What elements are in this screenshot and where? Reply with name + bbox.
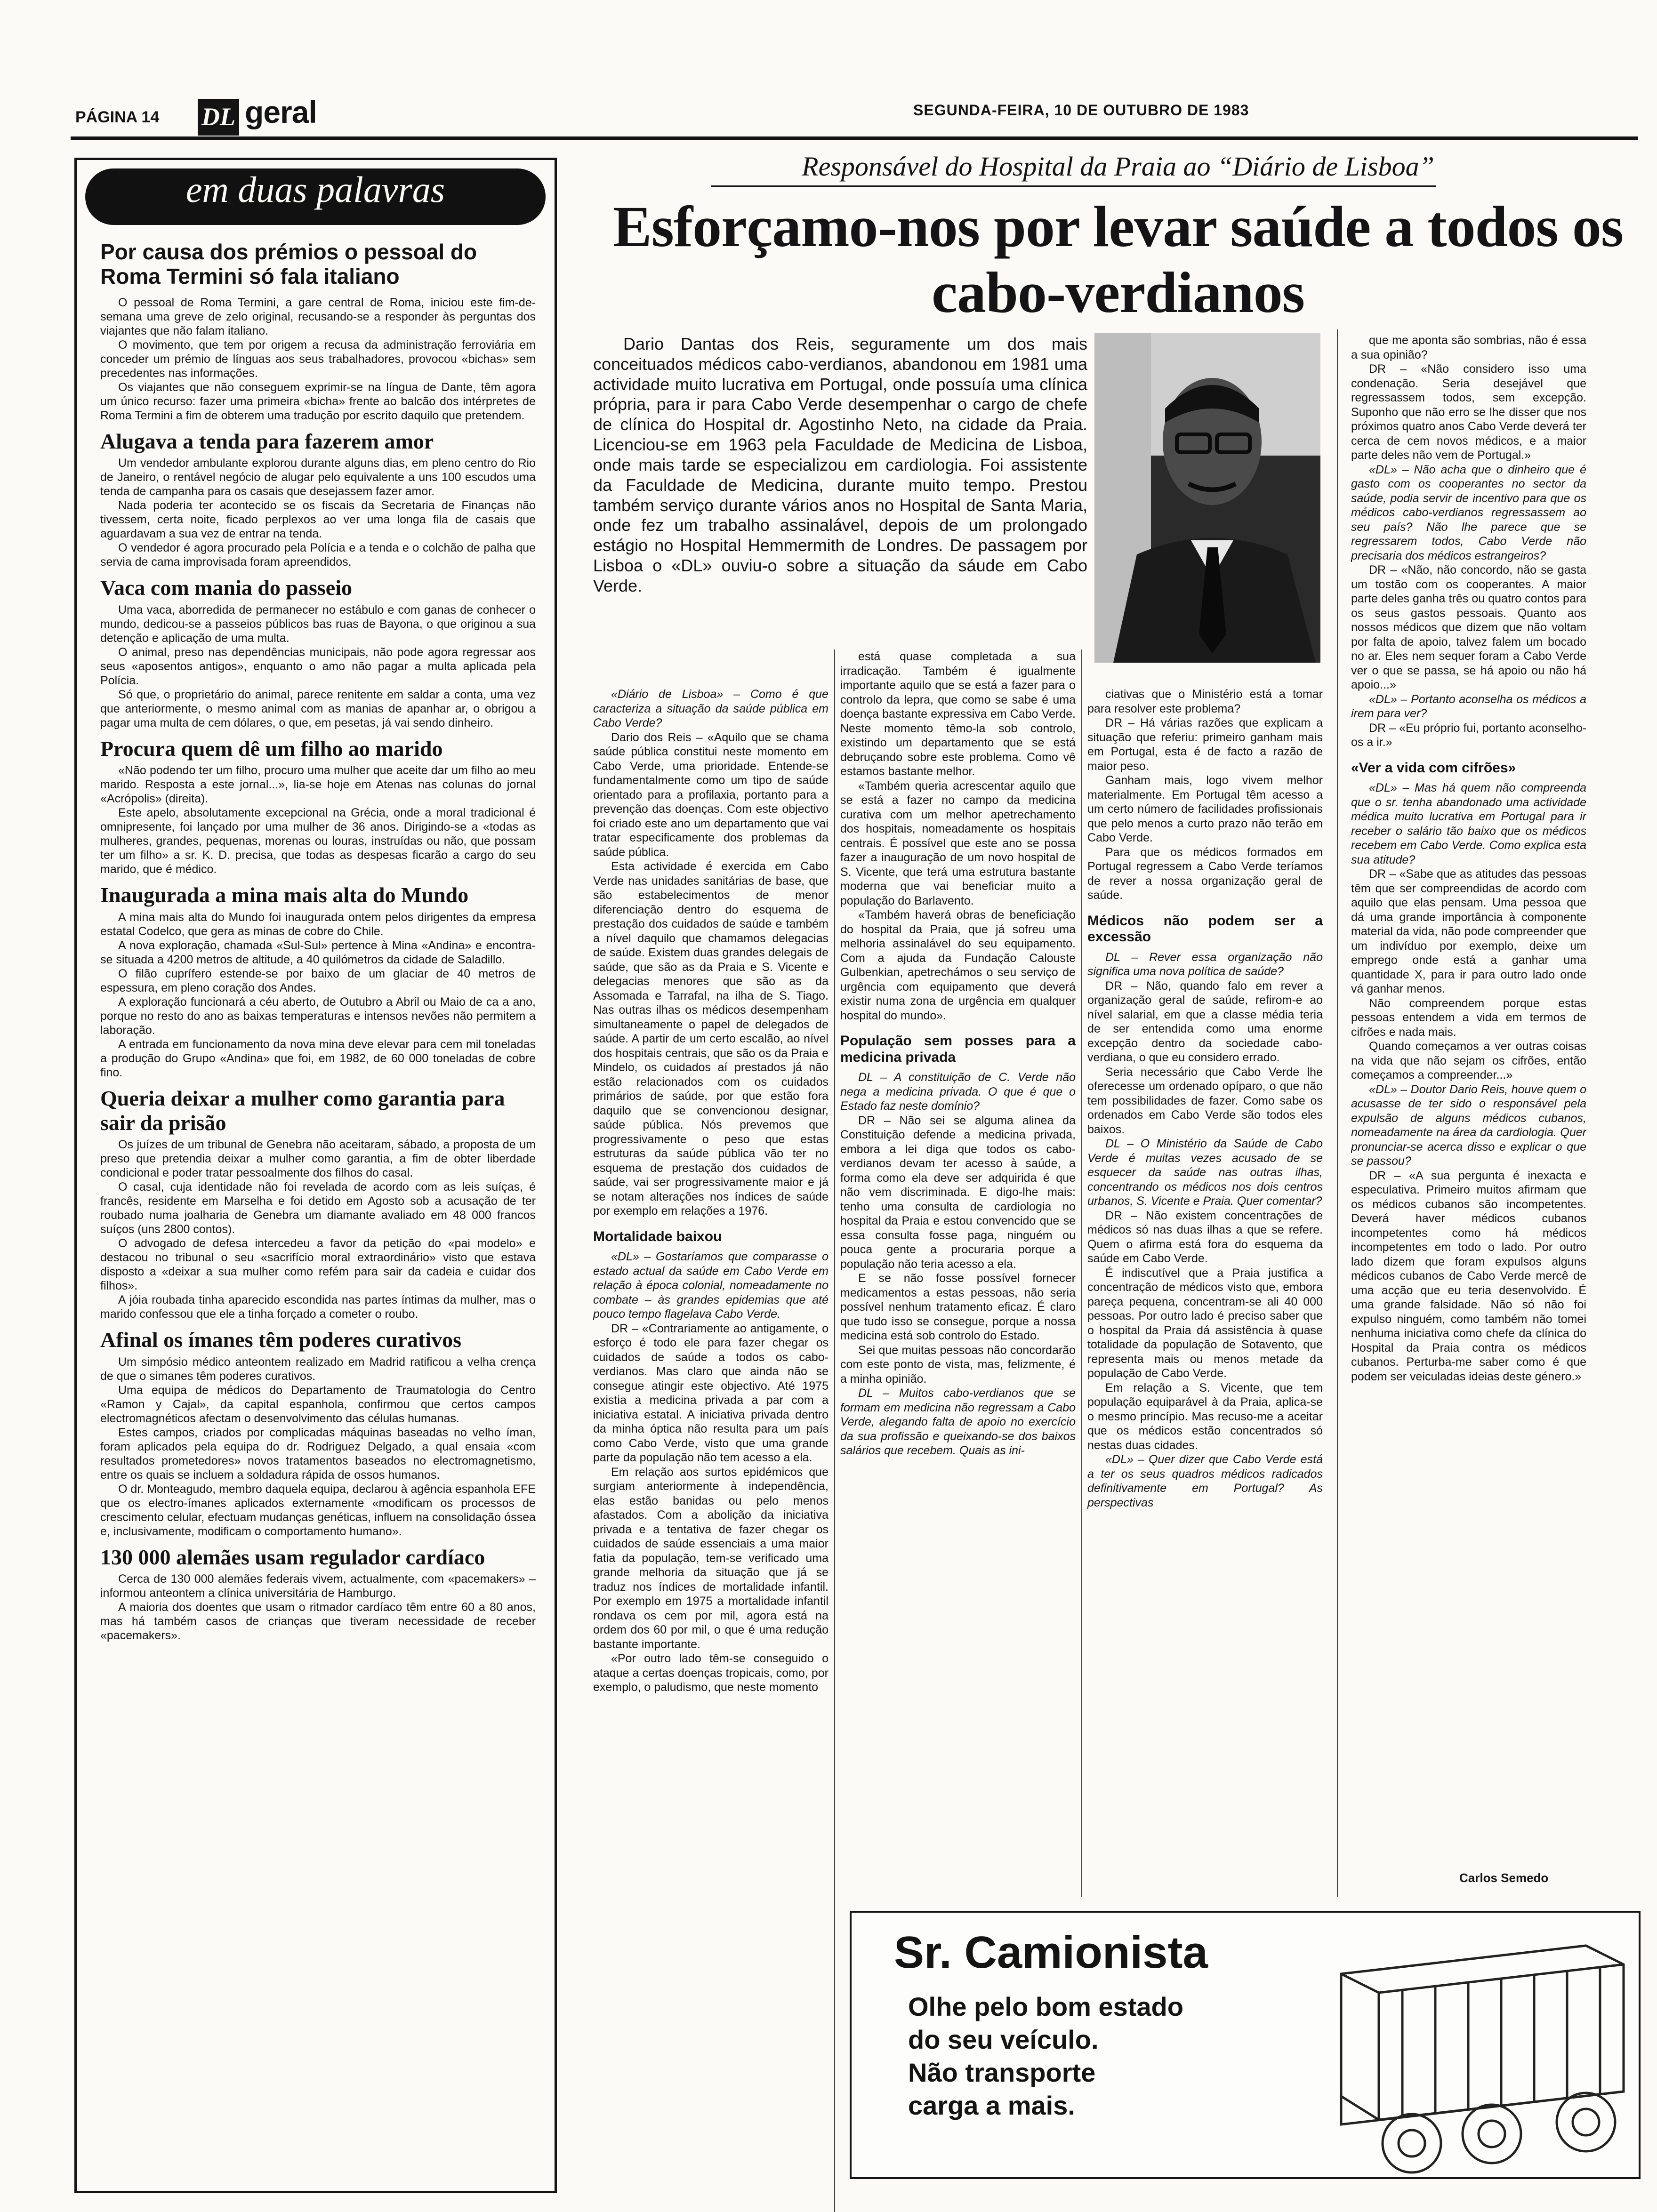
brief-title: 130 000 alemães usam regulador cardíaco [100,1545,485,1569]
article-paragraph: Não compreendem porque estas pessoas entendem a vida em termos de cifrões e nada mais. [1351,996,1586,1039]
brief-paragraph: O dr. Monteagudo, membro daquela equipa, declarou à agência espanhola EFE que os electro-ímanes aplicados externamente «modificam os processos de crescimento celular, efectuam mudanças genéticas, influem na consolidação óssea e, inclusivamente, modificam o comportamento humano». [100,1482,536,1538]
article-paragraph: DR – Não, quando falo em rever a organização geral de saúde, refirom-e ao nível salarial, em que a classe média teria de ser entendida como uma enorme excepção dentro da sociedade cabo-verdiana, o que eu considero errado. [1087,979,1323,1064]
article-paragraph: DL – O Ministério da Saúde de Cabo Verde é muitas vezes acusado de se esquecer da saúde nas outras ilhas, concentrando os médicos nos dois centros urbanos, S. Vicente e Praia. Quer comentar? [1087,1137,1323,1208]
article-paragraph: «Diário de Lisboa» – Como é que caracteriza a situação da saúde pública em Cabo Verde? [593,688,828,729]
ad-line: Olhe pelo bom estado [908,1992,1183,2021]
brief-paragraph: Os juízes de um tribunal de Genebra não aceitaram, sábado, a proposta de um preso que pretendia deixar a mulher como garantia, a fim de obter liberdade condicional e poder tratar pessoalmente dos filhos do casal. [100,1138,536,1180]
article-paragraph: DL – Muitos cabo-verdianos que se formam em medicina não regressam a Cabo Verde, alegando falta de apoio no exercício da sua profissão e queixando-se dos baixos salários que recebem. Quais as ini- [840,1387,1076,1457]
news-briefs-box [74,158,557,2193]
article-paragraph: Para que os médicos formados em Portugal regressem a Cabo Verde teríamos de rever a nossa organização geral de saúde. [1087,845,1323,902]
article-paragraph: ciativas que o Ministério está a tomar para resolver este problema? [1087,688,1323,715]
subhead: Mortalidade baixou [593,1228,722,1244]
brief-paragraph: Uma equipa de médicos do Departamento de Traumatologia do Centro «Ramon y Cajal», da capital espanhola, confirmou que certos campos electromagnéticos afectam o desenvolvimento das células humanas. [100,1383,536,1425]
brief-title: Procura quem dê um filho ao marido [100,736,443,761]
brief-paragraph: Os viajantes que não conseguem exprimir-se na língua de Dante, têm agora um único recurso: fazer uma primeira «bicha» frente ao balcão dos intérpretes de Roma Termini a fim de obterem uma tradução por escrito daquilo que pretendem. [100,380,536,422]
brief-paragraph: Uma vaca, aborredida de permanecer no estábulo e com ganas de conhecer o mundo, dedicou-se a passeios públicos bas ruas de Bayona, o que originou a sua detenção e aplicação de uma multa. [100,603,536,645]
brief-paragraph: A entrada em funcionamento da nova mina deve elevar para cem mil toneladas a produção do Grupo «Andina» que foi, em 1982, de 60 000 toneladas de cobre fino. [100,1038,536,1079]
article-paragraph: «DL» – Portanto aconselha os médicos a irem para ver? [1351,692,1586,720]
header-rule [71,136,1638,140]
article-column-1 [593,687,828,2212]
brief-paragraph: A nova exploração, chamada «Sul-Sul» pertence à Mina «Andina» e encontra-se situada a 4200 metros de altitude, a 40 quilómetros da cidade de Saladillo. [100,939,536,966]
article-paragraph: «DL» – Gostaríamos que comparasse o estado actual da saúde em Cabo Verde em relação à época colonial, nomeadamente no combate – às grandes epidemias que até pouco tempo flagelava Cabo Verde. [593,1250,828,1321]
article-paragraph: DR – «Contrariamente ao antigamente, o esforço é todo ele para fazer chegar os cuidados de saúde a todos os cabo-verdianos. Mas claro que ainda não se conseguе atingir este objectivo. Até 1975 existia a medicina privada a par com a iniciativa estatal. A iniciativa privada dentro da minha óptica não resulta para um país como Cabo Verde, visto que uma grande parte da população não tem acesso a ela. [593,1322,828,1464]
dateline: SEGUNDA-FEIRA, 10 DE OUTUBRO DE 1983 [913,102,1249,119]
article-paragraph: DL – A constituição de C. Verde não nega a medicina privada. O que é que o Estado faz neste domínio? [840,1071,1076,1113]
subhead: Médicos não podem ser a excessão [1087,913,1323,945]
brief-paragraph: O pessoal de Roma Termini, a gare central de Roma, iniciou este fim-de-semana uma greve de zelo original, recusando-se a responder às perguntas dos viajantes que não falam italiano. [100,296,536,337]
article-paragraph: Em relação aos surtos epidémicos que surgiam anteriormente à independência, elas estão banidas ou pelo menos afastados. Com a abolição da iniciativa privada e a tentativa de fazer chegar os cuidados de saúde essenciais a uma maior fatia da população, tem-se verificado uma grande melhoria da situação que já se traduz nos índices de mortalidade infantil. Por exemplo em 1975 a mortalidade infantil rondava os cem por mil, agora está na ordem dos 60 por mil, o que é uma redução bastante importante. [593,1465,828,1651]
brief-paragraph: Um simpósio médico anteontem realizado em Madrid ratificou a velha crença de que o simanes têm poderes curativos. [100,1355,536,1383]
brief-paragraph: O vendedor é agora procurado pela Polícia e a tenda e o colchão de palha que servia de cama improvisada foram apreendidos. [100,541,536,569]
brief-title: Inaugurada a mina mais alta do Mundo [100,883,469,907]
article-paragraph: DR – «Não, não concordo, não se gasta um tostão com os cooperantes. A maior parte deles ganha três ou quatro contos para os seus gastos pessoais. Quanto aos nossos médicos que dizem que não voltam por falta de apoio, talvez falem um bocado no ar. Eles nem sequer foram a Cabo Verde ver o que se passa, se há apoio ou não há apoio...» [1351,563,1586,691]
article-kicker: Responsável do Hospital da Praia ao “Diário de Lisboa” [802,151,1434,182]
brief-paragraph: Estes campos, criados por complicadas máquinas baseadas no velho íman, foram aplicados pela equipa do dr. Rodriguez Delgado, a qual ensaia «com resultados prometedores» novos tratamentos baseados no electromagnetismo, entre os quais se incluem a soldadura rápida de ossos humanos. [100,1426,536,1482]
brief-paragraph: Nada poderia ter acontecido se os fiscais da Secretaria de Finanças não tivessem, certa noite, ficado perplexos ao ver uma longa fila de casais que aguardavam a sua vez de entrar na tenda. [100,499,536,541]
article-column-3 [1087,687,1323,1892]
article-paragraph: «Também queria acrescentar aquilo que se está a fazer no campo da medicina curativa com um melhor apetrechamento dos hospitais, nomeadamente os hospitais centrais. É possível que este ano se possa fazer a inauguração de um novo hospital de S. Vicente, que terá uma estrutura bastante moderna que vai beneficiar muito a população do Barlavento. [840,779,1076,907]
brief-title: Afinal os ímanes têm poderes curativos [100,1328,462,1352]
brief-paragraph: Um vendedor ambulante explorou durante alguns dias, em pleno centro do Rio de Janeiro, o rentável negócio de alugar pelo equivalente a uns 100 escudos uma tenda de campanha para os casais que desejassem fazer amor. [100,457,536,498]
article-intro: Dario Dantas dos Reis, seguramente um dos mais conceituados médicos cabo-verdianos, abandonou em 1981 uma actividade muito lucrativa em Portugal, onde possuía uma clínica própria, para ir para Cabo Verde desempenhar o cargo de chefe de clínica do Hospital dr. Agostinho Neto, na cidade da Praia. Licenciou-se em 1963 pela Faculdade de Medicina de Lisboa, onde mais tarde se especializou em cardiologia. Foi assistente da Faculdade de Medicina, durante muito tempo. Prestou também serviço durante vários anos no Hospital de Santa Maria, onde fez um trabalho assinalável, depois de um prolongado estágio no Hospital Hemmermith de Londres. De passagem por Lisboa o «DL» ouviu-o sobre a situação da sáude em Cabo Verde. [593,334,1087,595]
ad-body [908,1990,1183,2122]
article-paragraph: DR – Há várias razões que explicam a situação que referiu: primeiro ganham mais em Portugal, esta é de facto a razão de maior peso. [1087,716,1323,773]
article-column-4 [1351,333,1586,1900]
article-paragraph: DR – Não sei se alguma alinea da Constituição defende a medicina privada, embora a lei diga que todos os cabo-verdianos devam ter acesso à saúde, a forma como ela deve ser adquirida é que não vem discriminada. E digo-lhe mais: tenho uma consulta de cardiologia no hospital da Praia e estou convencido que se essa consulta fosse paga, ninguém ou pouca gente a procuraria porque a população não teria acesso a ela. [840,1114,1076,1271]
section-title: geral [245,95,317,129]
article-paragraph: Seria necessário que Cabo Verde lhe oferecesse um ordenado opíparo, o que não tem possibilidades de fazer. Como sabe os ordenados em Cabo Verde são todos eles baixos. [1087,1065,1323,1136]
brief-paragraph: Cerca de 130 000 alemães federais vivem, actualmente, com «pacemakers» – informou anteontem a clínica universitária de Hamburgo. [100,1572,536,1600]
article-paragraph: Ganham mais, logo vivem melhor materialmente. Em Portugal têm acesso a um certo número de facilidades profissionais que pelo menos a curto prazo não terão em Cabo Verde. [1087,774,1323,844]
article-paragraph: «DL» – Quer dizer que Cabo Verde está a ter os seus quadros médicos radicados definitivamente em Portugal? As perspectivas [1087,1453,1323,1509]
article-paragraph: «DL» – Doutor Dario Reis, houve quem o acusasse de ter sido o responsável pela expulsão de alguns médicos cubanos, nomeadamente na área da cardiologia. Quer pronunciar-se acerca disso e explicar o que se passou? [1351,1082,1586,1168]
newspaper-logo: DL [198,99,239,136]
ad-line: carga a mais. [908,2091,1075,2120]
author-signature: Carlos Semedo [1459,1871,1549,1885]
brief-paragraph: O filão cuprífero estende-se por baixo de um glaciar de 40 metros de espessura, em pleno coração dos Andes. [100,967,536,994]
brief-title: Vaca com mania do passeio [100,576,352,600]
brief-paragraph: O advogado de defesa intercedeu a favor da petição do «pai modelo» e destacou no tribunal o seu «sacrifício moral extraordinário» visto que estava disposto a «deixar a sua mulher como refém para sair da cadeia e cuidar dos filhos». [100,1237,536,1293]
article-paragraph: «DL» – Mas há quem não compreenda que o sr. tenha abandonado uma actividade médica muito lucrativa em Portugal para ir receber o salário tão baixo que os médicos recebem em Cabo Verde. Como explica esta sua atitude? [1351,781,1586,866]
brief-story [100,1545,536,1643]
article-paragraph: Dario dos Reis – «Aquilo que se chama saúde pública constitui neste momento em Cabo Verde, uma prioridade. Entende-se fundamentalmente como um tipo de saúde orientado para a profilaxia, portanto para a prevenção das doenças. Com este objectivo foi criado este ano um departamento que vai tratar especificamente dos problemas da saúde pública. [593,730,828,859]
article-paragraph: Quando começamos a ver outras coisas na vida que não sejam os cifrões, então começamos a compreender...» [1351,1040,1586,1082]
briefs-content [100,240,536,2179]
portrait-photo [1094,333,1320,663]
ad-line: Não transporte [908,2058,1096,2087]
brief-story [100,737,536,877]
article-paragraph: «Por outro lado têm-se conseguido o ataque a certas doenças tropicais, como, por exemplo, o paludismo, que neste momento [593,1652,828,1694]
brief-title: Alugava a tenda para fazerem amor [100,429,434,453]
article-paragraph: Em relação a S. Vicente, que tem população equiparável à da Praia, aplica-se o mesmo princípio. Mas recuso-me a aceitar que os médicos estão concentrados só nestas duas cidades. [1087,1381,1323,1452]
lead-brief-body [100,296,536,423]
truck-illustration [1322,1936,1633,2179]
brief-paragraph: A exploração funcionará a céu aberto, de Outubro a Abril ou Maio de ca a ano, porque no resto do ano as baixas temperaturas e intensos nevões não permitem a laboração. [100,995,536,1037]
article-paragraph: DR – «Sabe que as atitudes das pessoas têm que ser compreendidas de acordo com aquilo que elas pensam. Uma pessoa que dá uma grande importância à componente material da vida, não pode compreender que um indivíduo por exemplo, deixe um emprego onde está a ganhar uma quantidade X, para ir para outro lado onde vá ganhar menos. [1351,867,1586,995]
brief-story [100,429,536,569]
subhead: População sem posses para a medicina privada [840,1033,1076,1065]
brief-story [100,576,536,730]
article-paragraph: Sei que muitas pessoas não concordarão com este ponto de vista, mas, felizmente, é a minha opinião. [840,1343,1076,1386]
brief-paragraph: A maioria dos doentes que usam o ritmador cardíaco têm entre 60 a 80 anos, mas há também casos de crianças que tiveram necessidade de receber «pacemakers». [100,1601,536,1643]
brief-stories [100,429,536,1643]
article-paragraph: «DL» – Não acha que o dinheiro que é gasto com os cooperantes no sector da saúde, podia servir de incentivo para que os médicos cabo-verdianos regressassem ao seu país? Não lhe parece que se regressarem todos, Cabo Verde não precisaria dos médicos estrangeiros? [1351,463,1586,562]
article-paragraph: É indiscutível que a Praia justifica a concentração de médicos visto que, embora pareça pequena, concentram-se ali 40 000 pessoas. Por outro lado é preciso saber que o hospital da Praia dá assistência à quase totalidade da população de Sotavento, que representa mais ou menos metade da população de Cabo Verde. [1087,1266,1323,1380]
article-paragraph: está quase completada a sua irradicação. Também é igualmente importante aquilo que se está a fazer para o controlo da lepra, que como se sabe é uma doença bastante expressiva em Cabo Verde. Neste momento têmo-la sob controlo, existindo um departamento que se está debruçando sobre este problema. Como vê estamos bastante melhor. [840,650,1076,778]
article-paragraph: DR – «Não considero isso uma condenação. Seria desejável que regressassem todos, sem excepção. Suponho que não erro se lhe disser que nos próximos quatro anos Cabo Verde deverá ter cerca de cem novos médicos, e a maior parte deles não vem de Portugal.» [1351,362,1586,462]
ad-line: do seu veículo. [908,2025,1099,2054]
brief-title: Queria deixar a mulher como garantia para sair da prisão [100,1086,505,1135]
article-paragraph: que me aponta são sombrias, não é essa a sua opinião? [1351,334,1586,361]
brief-story [100,883,536,1080]
subhead: «Ver a vida com cifrões» [1351,760,1516,776]
column-rule [1337,329,1338,1897]
briefs-banner: em duas palavras [85,168,546,225]
article-paragraph: «Também haverá obras de beneficiação do hospital da Praia, que já sofreu uma melhoria assinalável do seu equipamento. Com a ajuda da Fundação Calouste Gulbenkian, apetrechámos o seu serviço de urgência com equipamento que deverá existir numa zona de urgência em qualquer hospital do mundo». [840,908,1076,1022]
brief-paragraph: Só que, o proprietário do animal, parece renitente em saldar a conta, uma vez que anteriormente, o mesmo animal com as manias de apanhar ar, o obrigou a pagar uma multa de cem dólares, o que, em pesetas, já vai sendo dinheiro. [100,688,536,729]
page-number: PÁGINA 14 [75,108,160,126]
column-rule [834,649,835,2212]
brief-paragraph: O casal, cuja identidade não foi revelada de acordo com as leis suíças, é francês, residente em Marselha e foi detido em Agosto sob a acusação de ter roubado numa joalharia de Genebra um diamante avaliado em 48 000 francos suíços (uns 2800 contos). [100,1180,536,1236]
article-paragraph: DR – Não existem concentrações de médicos só nas duas ilhas a que se refere. Quem o afirma está fora do esquema da saúde em Cabo Verde. [1087,1209,1323,1265]
ad-title: Sr. Camionista [894,1927,1208,1978]
article-paragraph: Esta actividade é exercida em Cabo Verde nas unidades sanitárias de base, que são estabelecimentos de menor diferenciação dentro do esquema de prestação dos cuidados de saúde e também a nível daquilo que chamamos delegacias de saúde. Existem duas grandes delegais de saúde, que são as da Praia e S. Vicente e delegacias menores que são as da Assomada e Tarrafal, na ilha de S. Tiago. Nas outras ilhas os médicos desempenham simultaneamente o papel de delegados de saúde. A partir de um certo escalão, ao nível dos hospitais centrais, que são os da Praia e Mindelo, os cuidados aí prestados já não estão relacionados com os cuidados primários de saúde, por que estão fora daquilo que se convencionou designar, saúde pública. Nós prevemos que progressivamente o peso que estas estruturas da saúde pública vão ter no esquema de prestação dos cuidados de saúde, vai ser progressivamente maior e já se notam alterações nos índices de saúde por exemplo em relações a 1976. [593,860,828,1218]
brief-story [100,1086,536,1321]
brief-story [100,1328,536,1539]
article-paragraph: DR – «A sua pergunta é inexacta e especulativa. Primeiro muitos afirmam que os médicos cubanos são incompetentes. Deverá haver médicos cubanos incompetentes como há médicos incompetentes em todo o lado. Por outro lado dizem que foram expulsos alguns médicos cubanos de Cabo Verde mercê de uma acção que eu teria desenvolvido. É uma grande falsidade. Não só não foi expulso ninguém, como também não tomei nenhuma iniciativa como chefe da clínica do Hospital da Praia contra os médicos cubanos. Perturba-me saber como é que podem ser veiculadas ideias deste género.» [1351,1169,1586,1383]
brief-paragraph: A mina mais alta do Mundo foi inaugurada ontem pelos dirigentes da empresa estatal Codelco, que gera as minas de cobre do Chile. [100,911,536,938]
kicker-underline [711,185,1436,187]
column-rule [1081,649,1082,1897]
brief-paragraph: A jóia roubada tinha aparecido escondida nas partes íntimas da mulher, mas o marido confessou que ele a tinha forçado a cometer o roubo. [100,1293,536,1321]
brief-paragraph: O movimento, que tem por origem a recusa da administração ferroviária em conceder um prémio de línguas aos seus trabalhadores, provocou «bichas» sem precedentes nas informações. [100,338,536,380]
brief-paragraph: O animal, preso nas dependências municipais, não pode agora regressar aos seus «aposentos antigos», enquanto o amo não pagar a multa aplicada pela Polícia. [100,645,536,687]
brief-paragraph: «Não podendo ter um filho, procuro uma mulher que aceite dar um filho ao meu marido. Resposta a este jornal...», lia-se hoje em Atenas nas colunas do jornal «Acrópolis» (direita). [100,764,536,806]
truck-safety-ad [850,1911,1641,2179]
article-paragraph: DL – Rever essa organização não significa uma nova política de saúde? [1087,950,1323,978]
brief-paragraph: Este apelo, absolutamente excepcional na Grécia, onde a moral tradicional é omnipresente, foi lançado por uma mulher de 36 anos. Dirigindo-se a «todas as mulheres, grandes, pequenas, morenas ou louras, instruídas ou não, que possam ter um filho» a sr. K. D. precisa, que todas as despesas ficarão a cargo do seu marido, que é médico. [100,806,536,876]
lead-brief-title: Por causa dos prémios o pessoal do Roma Termini só fala italiano [100,240,477,289]
article-paragraph: E se não fosse possível fornecer medicamentos a estas pessoas, não seria possível nenhum tratamento eficaz. É claro que tudo isso se consegue, porque a nossa medicina está sob controlo do Estado. [840,1272,1076,1342]
article-headline: Esforçamo-nos por levar saúde a todos os cabo-verdianos [612,194,1624,325]
article-paragraph: DR – «Eu próprio fui, portanto aconselho-os a ir.» [1351,721,1586,749]
